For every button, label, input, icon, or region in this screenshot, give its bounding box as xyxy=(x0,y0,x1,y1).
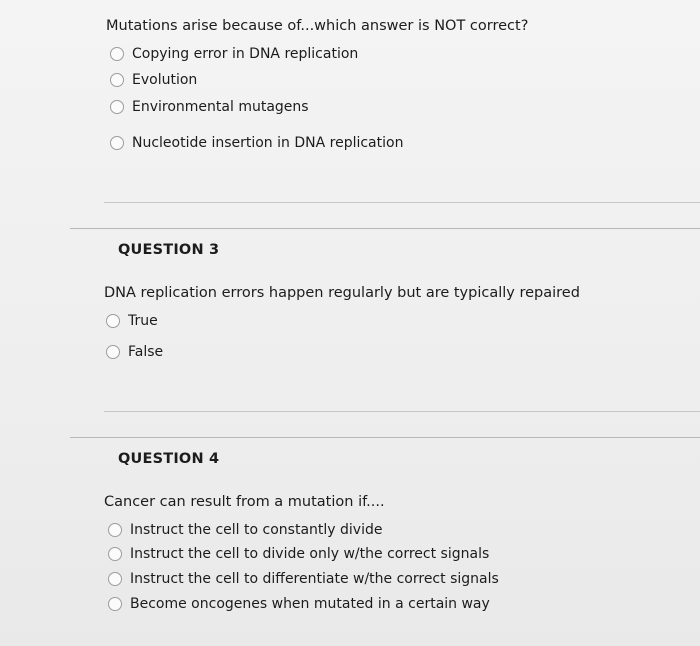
option-label: True xyxy=(128,313,158,329)
q4-option-differentiate-correct-signals[interactable] xyxy=(108,571,499,587)
divider xyxy=(104,202,700,203)
radio-button[interactable] xyxy=(108,523,122,537)
question-2-prompt: Mutations arise because of...which answer is NOT correct? xyxy=(106,18,529,34)
section-divider xyxy=(70,437,700,438)
q4-option-oncogenes[interactable] xyxy=(108,596,490,612)
option-label: Instruct the cell to divide only w/the correct signals xyxy=(130,546,490,562)
radio-button[interactable] xyxy=(110,100,124,114)
option-label: False xyxy=(128,344,164,360)
radio-button[interactable] xyxy=(106,314,120,328)
option-label: Instruct the cell to constantly divide xyxy=(130,522,383,538)
section-divider xyxy=(70,228,700,229)
question-3-heading: QUESTION 3 xyxy=(118,242,220,258)
question-3-prompt: DNA replication errors happen regularly but are typically repaired xyxy=(104,285,580,301)
option-label: Copying error in DNA replication xyxy=(132,46,359,62)
q4-option-divide-correct-signals[interactable] xyxy=(108,546,489,562)
q2-option-copying-error[interactable] xyxy=(110,46,358,62)
q2-option-nucleotide-insertion[interactable] xyxy=(110,135,403,151)
radio-button[interactable] xyxy=(108,572,122,586)
radio-button[interactable] xyxy=(106,345,120,359)
option-label: Become oncogenes when mutated in a certain way xyxy=(130,596,490,612)
q2-option-evolution[interactable] xyxy=(110,72,197,88)
option-label: Environmental mutagens xyxy=(132,99,309,115)
radio-button[interactable] xyxy=(110,136,124,150)
radio-button[interactable] xyxy=(110,73,124,87)
option-label: Evolution xyxy=(132,72,198,88)
q2-option-environmental-mutagens[interactable] xyxy=(110,99,309,115)
question-4-heading: QUESTION 4 xyxy=(118,451,220,467)
q3-option-true[interactable] xyxy=(106,313,158,329)
q3-option-false[interactable] xyxy=(106,344,163,360)
option-label: Instruct the cell to differentiate w/the correct signals xyxy=(130,571,499,587)
question-4-prompt: Cancer can result from a mutation if.... xyxy=(104,494,385,510)
divider xyxy=(104,411,700,412)
q4-option-constantly-divide[interactable] xyxy=(108,522,382,538)
radio-button[interactable] xyxy=(108,597,122,611)
radio-button[interactable] xyxy=(110,47,124,61)
option-label: Nucleotide insertion in DNA replication xyxy=(132,135,404,151)
radio-button[interactable] xyxy=(108,547,122,561)
